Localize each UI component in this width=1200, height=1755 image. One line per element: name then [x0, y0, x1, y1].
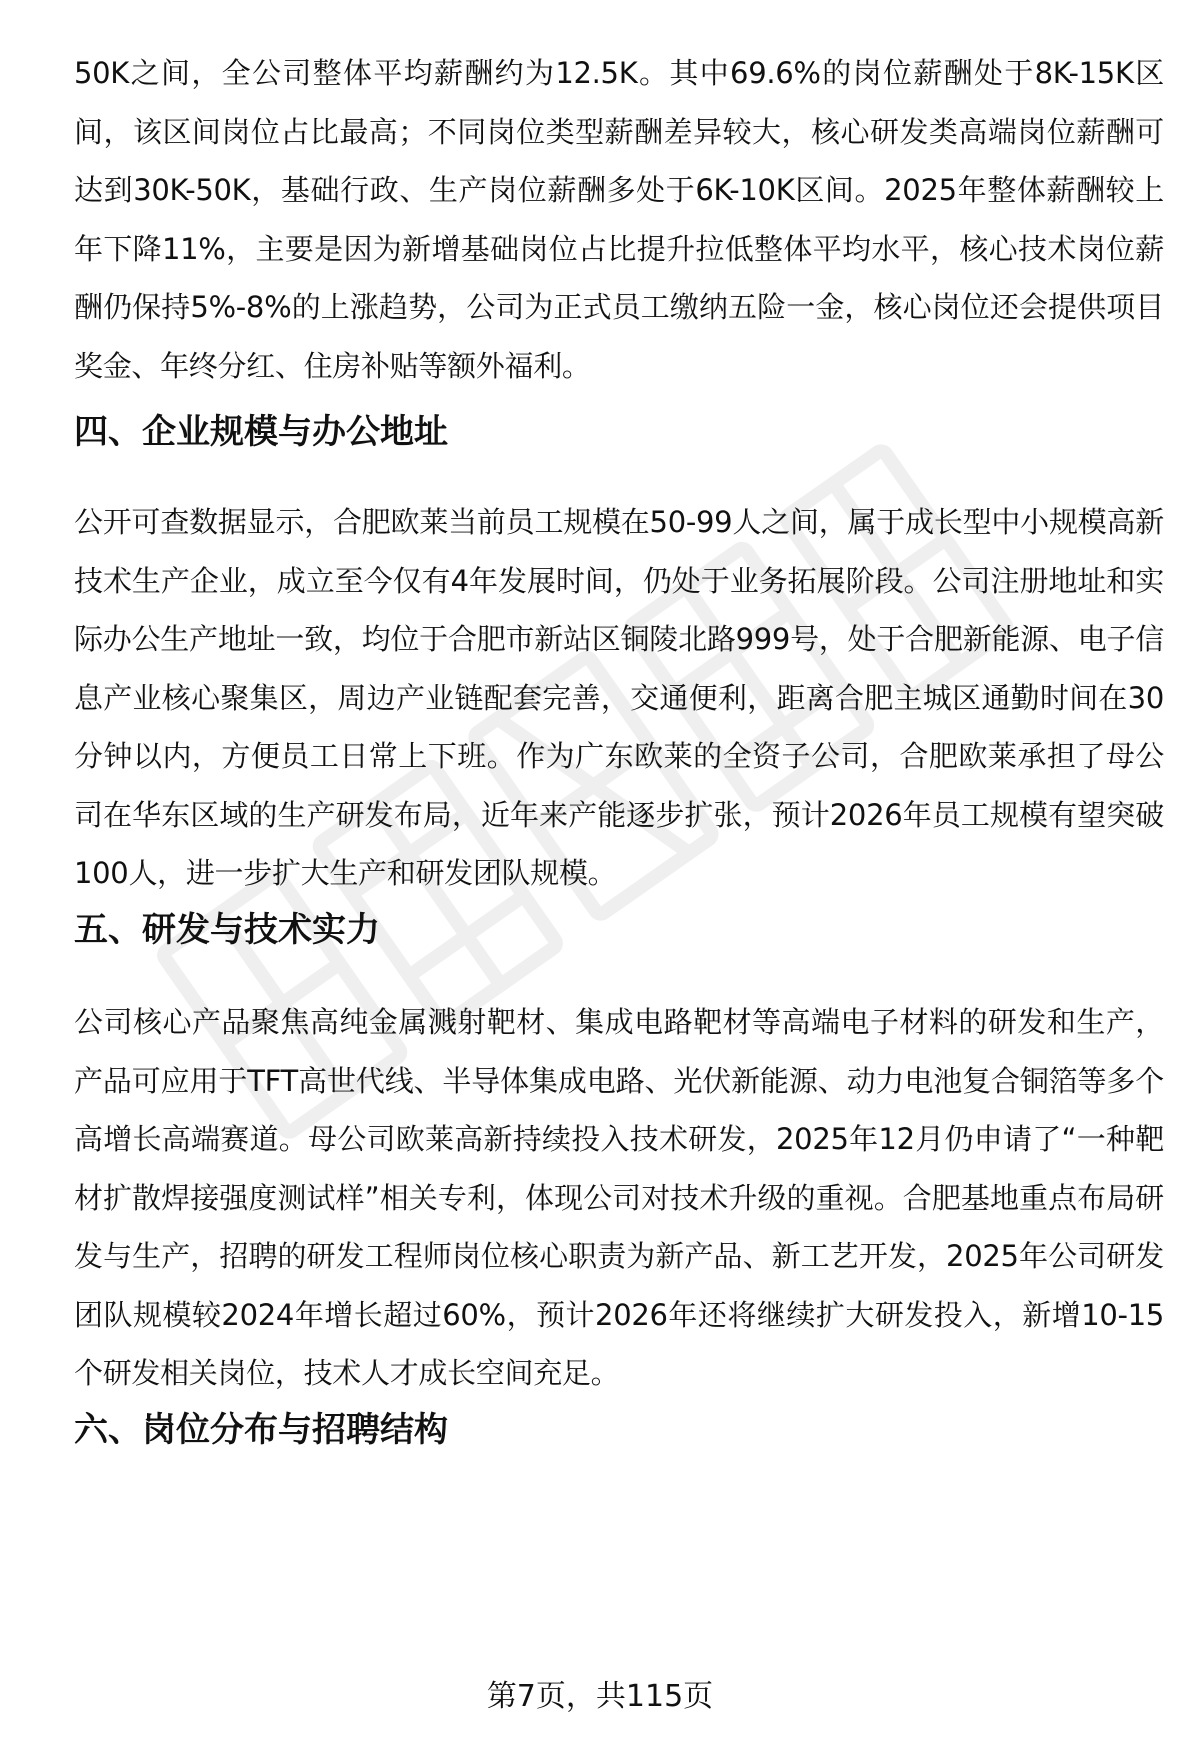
paragraph-salary: 50K之间，全公司整体平均薪酬约为12.5K。其中69.6%的岗位薪酬处于8K-15K区间，该区间岗位占比最高；不同岗位类型薪酬差异较大，核心研发类高端岗位薪酬可达到30K-50K，基础行政、生产岗位薪酬多处于6K-10K区间。2025年整体薪酬较上年下降11%，主要是因为新增基础岗位占比提升拉低整体平均水平，核心技术岗位薪酬仍保持5%-8%的上涨趋势，公司为正式员工缴纳五险一金，核心岗位还会提供项目奖金、年终分红、住房补贴等额外福利。 — [74, 56, 1164, 383]
paragraph-rd: 公司核心产品聚焦高纯金属溅射靶材、集成电路靶材等高端电子材料的研发和生产，产品可应用于TFT高世代线、半导体集成电路、光伏新能源、动力电池复合铜箔等多个高增长高端赛道。母公司欧莱高新持续投入技术研发，2025年12月仍申请了“一种靶材扩散焊接强度测试样”相关专利，体现公司对技术升级的重视。合肥基地重点布局研发与生产，招聘的研发工程师岗位核心职责为新产品、新工艺开发，2025年公司研发团队规模较2024年增长超过60%，预计2026年还将继续扩大研发投入，新增10-15个研发相关岗位，技术人才成长空间充足。 — [74, 1005, 1164, 1390]
paragraph-scale-address: 公开可查数据显示，合肥欧莱当前员工规模在50-99人之间，属于成长型中小规模高新技术生产企业，成立至今仅有4年发展时间，仍处于业务拓展阶段。公司注册地址和实际办公生产地址一致，均位于合肥市新站区铜陵北路999号，处于合肥新能源、电子信息产业核心聚集区，周边产业链配套完善，交通便利，距离合肥主城区通勤时间在30分钟以内，方便员工日常上下班。作为广东欧莱的全资子公司，合肥欧莱承担了母公司在华东区域的生产研发布局，近年来产能逐步扩张，预计2026年员工规模有望突破100人，进一步扩大生产和研发团队规模。 — [74, 505, 1164, 890]
page-number: 第7页，共115页 — [486, 1679, 714, 1714]
section-heading-scale-address: 四、企业规模与办公地址 — [74, 412, 448, 452]
section-heading-positions: 六、岗位分布与招聘结构 — [74, 1410, 448, 1450]
section-heading-rd: 五、研发与技术实力 — [74, 910, 380, 950]
